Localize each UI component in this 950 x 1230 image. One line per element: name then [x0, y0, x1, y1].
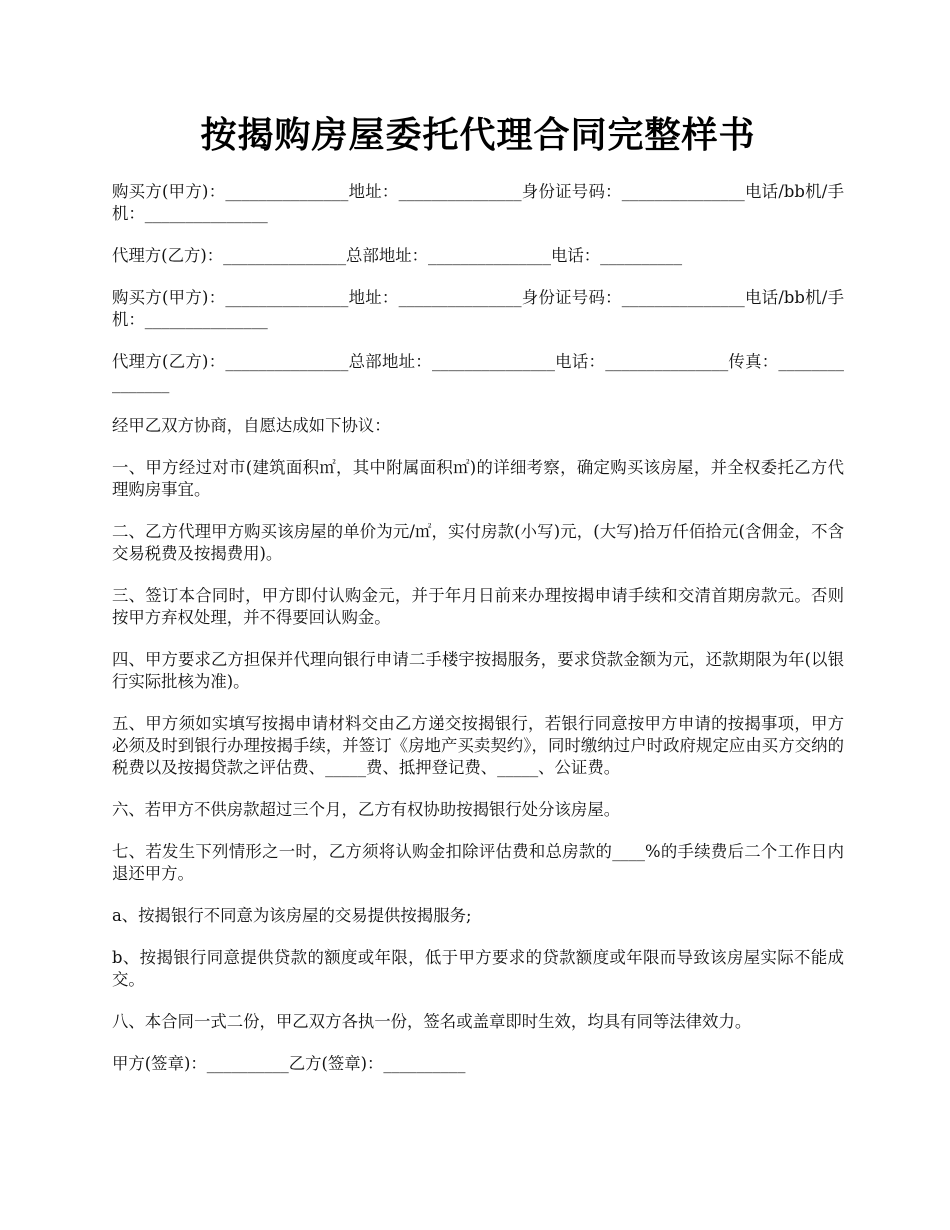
clause-7-item-b: b、按揭银行同意提供贷款的额度或年限，低于甲方要求的贷款额度或年限而导致该房屋实际不能成交。	[112, 948, 844, 989]
clause-5: 五、甲方须如实填写按揭申请材料交由乙方递交按揭银行，若银行同意按甲方申请的按揭事项，甲方必须及时到银行办理按揭手续，并签订《房地产买卖契约》，同时缴纳过户时政府规定应由买方交纳的税费以及按揭贷款之评估费、_____费、抵押登记费、_____、公证费。	[112, 714, 844, 777]
clause-7: 七、若发生下列情形之一时，乙方须将认购金扣除评估费和总房款的____%的手续费后二个工作日内退还甲方。	[112, 842, 844, 883]
clause-7-item-a: a、按揭银行不同意为该房屋的交易提供按揭服务;	[112, 906, 472, 925]
signature-line: 甲方(签章)：__________乙方(签章)：__________	[112, 1054, 466, 1073]
buyer-info-block-2: 购买方(甲方)：_______________地址：_______________身份证号码：_______________电话/bb机/手机：_______________	[112, 288, 844, 329]
agent-info-block-2: 代理方(乙方)：_______________总部地址：_______________电话：_______________传真：_______________	[112, 352, 844, 393]
clause-1: 一、甲方经过对市(建筑面积㎡，其中附属面积㎡)的详细考察，确定购买该房屋，并全权委托乙方代理购房事宜。	[112, 458, 844, 499]
clause-8: 八、本合同一式二份，甲乙双方各执一份，签名或盖章即时生效，均具有同等法律效力。	[112, 1012, 752, 1031]
clause-3: 三、签订本合同时，甲方即付认购金元，并于年月日前来办理按揭申请手续和交清首期房款元。否则按甲方弃权处理，并不得要回认购金。	[112, 586, 844, 627]
agreement-intro: 经甲乙双方协商，自愿达成如下协议：	[112, 416, 391, 435]
clause-6: 六、若甲方不供房款超过三个月，乙方有权协助按揭银行处分该房屋。	[112, 800, 621, 819]
clause-4: 四、甲方要求乙方担保并代理向银行申请二手楼宇按揭服务，要求贷款金额为元，还款期限为年(以银行实际批核为准)。	[112, 650, 844, 691]
buyer-info-block-1: 购买方(甲方)：_______________地址：_______________身份证号码：_______________电话/bb机/手机：_______________	[112, 182, 844, 223]
agent-info-block-1: 代理方(乙方)：_______________总部地址：_______________电话：__________	[112, 246, 683, 265]
document-page	[112, 0, 844, 1075]
document-title: 按揭购房屋委托代理合同完整样书	[200, 115, 756, 156]
clause-2: 二、乙方代理甲方购买该房屋的单价为元/㎡，实付房款(小写)元，(大写)拾万仟佰拾元(含佣金，不含交易税费及按揭费用)。	[112, 522, 844, 563]
